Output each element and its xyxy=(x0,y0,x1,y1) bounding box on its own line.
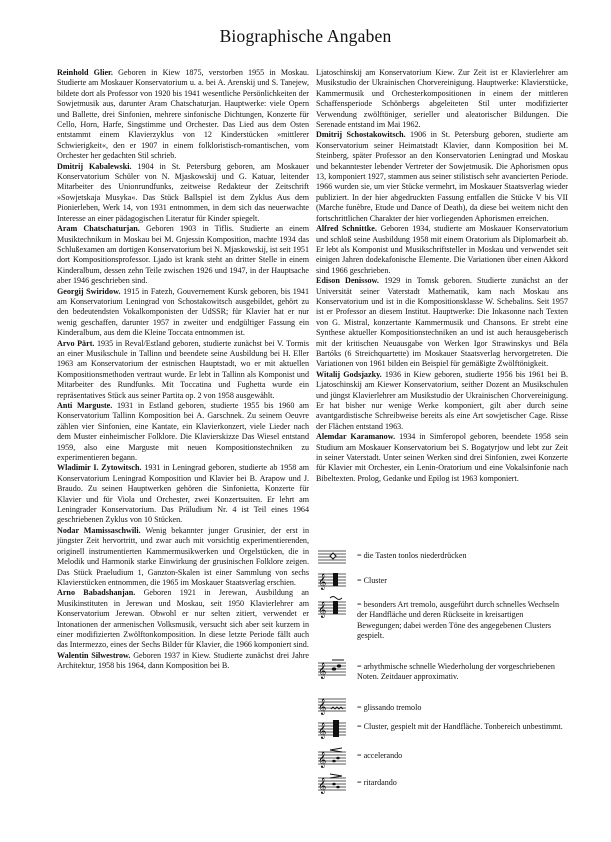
page-title: Biographische Angaben xyxy=(219,26,392,46)
biography-entry xyxy=(57,287,309,339)
svg-text:𝄞: 𝄞 xyxy=(318,752,327,768)
biography-entry xyxy=(316,224,568,276)
biography-text: Geboren in Kiew 1875, verstorben 1955 in Moskau. Studierte am Moskauer Konservatorium u. a. bei A. Arenskij und S. Tanejew, bildete dort als Professor von 1920 bis 1941 wesentliche Persönlichkeiten der Sowjetmusik aus, darunter Aram Chatschaturjan. Hauptwerke: viele Opern und Ballette, drei Sinfonien, mehrere sinfonische Dichtungen, Konzerte für Cello, Horn, Harfe, Singstimme und Orchester. Das Lied aus dem Osten entstammt einem Klavierzyklus von 12 Kinderstücken »mittlerer Schwierigkeit«, den er 1907 in einem folkloristisch-romantischen, vom Orchester her gedachten Stil schrieb. xyxy=(57,68,309,161)
legend-desc-accelerando: = accelerando xyxy=(357,751,403,760)
svg-text:𝄞: 𝄞 xyxy=(318,663,327,679)
biography-entry xyxy=(316,370,568,432)
silent-keys-symbol-icon xyxy=(316,547,348,567)
composer-name: Nodar Mamissaschwili. xyxy=(57,525,141,535)
biography-entry xyxy=(57,224,309,286)
accelerando-symbol-icon xyxy=(316,747,348,769)
biography-text: 1936 in Kiew geboren, studierte 1956 bis 1961 bei B. Ljatoschinskij am Kiewer Konservatorium, seither Dozent an Musikschulen und jüngst Klavierlehrer am Musikstudio der Ukrainischen Chorvereinigung. Er hat bisher nur wenige Werke komponiert, gilt aber durch seine avantgardistische Schreibweise bereits als eine Art sowjetischer Cage. Risse der Flächen entstand 1963. xyxy=(316,369,568,431)
composer-name: Alfred Schnittke. xyxy=(316,224,377,234)
right-column xyxy=(316,68,568,484)
biography-entry xyxy=(57,162,309,224)
biography-entry xyxy=(316,130,568,224)
legend-desc-cluster-palm: = besonders Art tremolo, ausgeführt durch schnelles Wechseln der Handfläche und deren Rückseite in kreisartigen Bewegungen; dabei werden Töne des angegebenen Clusters gespielt. xyxy=(357,600,560,641)
biography-text: 1929 in Tomsk geboren. Studierte zunächst an der Universität seiner Vaterstadt Mathematik, kam nach Moskau ans Konservatorium und ist in die Kompositionsklasse W. Schebalins. Seit 1957 ist er Professor an diesem Institut. Hauptwerke: Die Inkasonne nach Texten von G. Mistral, konzertante Kammermusik und Chansons. Er strebt eine Synthese aktueller Kompositionstechniken an und ist auch herausgeberisch mit der kritischen Neuausgabe von Werken Igor Strawinskys und Béla Bartóks (6 Streichquartette) im Moskauer Staatsverlag hervorgetreten. Die Variationen von 1961 bilden ein Beispiel für gemäßigte Zwölftönigkeit. xyxy=(316,276,568,369)
composer-name: Georgij Swiridow. xyxy=(57,286,121,296)
biography-text: 1931 in Leningrad geboren, studierte ab 1958 am Konservatorium Leningrad Komposition und Klavier bei B. Arapow und J. Braudo. Zu seinen Hauptwerken gehören die Sinfonietta, Konzerte für Klavier und für Viola und Orchester, zwei Konzertsuiten. Er lehrt am Leningrader Konservatorium. Das Präludium Nr. 4 ist Teil eines 1964 geschriebenen Zyklus von 10 Stücken. xyxy=(57,463,309,525)
biography-text: Geboren 1934, studierte am Moskauer Konservatorium und schloß seine Ausbildung 1958 mit einem Oratorium als Diplomarbeit ab. Er lebt als Komponist und Musikschriftsteller in Moskau und verwendet seit einigen Jahren dodekafonische Elemente. Die Variationen über einen Akkord sind 1966 geschrieben. xyxy=(316,224,568,275)
composer-name: Walentin Silwestrow. xyxy=(57,650,131,660)
biography-entry xyxy=(57,526,309,588)
left-column xyxy=(57,68,309,672)
ritardando-symbol-icon xyxy=(316,773,348,795)
legend-desc-cluster: = Cluster xyxy=(357,576,387,585)
legend-desc-ritardando: = ritardando xyxy=(357,778,397,787)
composer-name: Aram Chatschaturjan. xyxy=(57,224,140,234)
composer-name: Witalij Godsjazky. xyxy=(316,369,382,379)
biography-text: Wenig bekannter junger Grusinier, der erst in jüngster Zeit hervortritt, und zwar auch mit vorsichtig experimentierenden, originell instrumentierten Kammermusikwerken und Orgelstücken, die in Melodik und Harmonik starke Einwirkung der grusinischen Folklore zeigen. Das Stück Praeludium 1, Ganzton-Skalen ist einer Sammlung von sechs Klavierstücken entnommen, die 1965 im Moskauer Staatsverlag erschien. xyxy=(57,525,309,587)
composer-name: Anti Marguste. xyxy=(57,401,113,410)
biography-entry xyxy=(316,432,568,484)
composer-name: Edison Denissow. xyxy=(316,276,379,286)
biography-entry xyxy=(57,463,309,525)
biography-text: 1915 in Fatezh, Gouvernement Kursk geboren, bis 1941 am Konservatorium Leningrad von Schostakowitsch ausgebildet, gehört zu den bedeutendsten Vokalkomponisten der UdSSR; für Klavier hat er nur wenig geschaffen, darunter 1957 in zweiter und endgültiger Fassung ein Kinderalbum, aus dem die Kleine Toccata entnommen ist. xyxy=(57,286,309,338)
biography-text: Ljatoschinskij am Konservatorium Kiew. Zur Zeit ist er Klavierlehrer am Musikstudio der Ukrainischen Chorvereinigung. Hauptwerke: Klavierstücke, Kammermusik und Orchesterkompositionen in einem der mittleren Schaffensperiode Schönbergs abgeleiteten Stil unter modifizierter Verwendung zwölftöniger, serieller und aleatorischer Bildungen. Die Serenade entstand im Mai 1962. xyxy=(316,68,568,130)
biography-entry xyxy=(316,68,568,130)
composer-name: Wladimir I. Zytowitsch. xyxy=(57,463,142,473)
biography-entry xyxy=(57,68,309,162)
composer-name: Alemdar Karamanow. xyxy=(316,432,396,442)
biography-text: 1934 in Simferopol geboren, beendete 1958 sein Studium am Moskauer Konservatorium bei S. Bogatyrjow und lebt zur Zeit in seiner Vaterstadt. Unter seinen Werken sind drei Sinfonien, zwei Konzerte für Klavier mit Orchester, ein Lenin-Oratorium und eine Vokalsinfonie nach Bibeltexten. Prolog, Gedanke und Epilog ist 1963 komponiert. xyxy=(316,432,568,483)
biography-text: Geboren 1921 in Jerewan, Ausbildung an Musikinstituten in Jerewan und Moskau, seit 1950 Klavierlehrer am Konservatorium Jerewan. Obwohl er nur selten zitiert, verwendet er Intonationen der armenischen Volksmusik, versucht sich aber seit kurzem in einer modifizierten Zwölftonkomposition. In diese letzte Periode fällt auch das Intermezzo, eines der Sechs Bilder für Klavier, die 1966 komponiert sind. xyxy=(57,588,309,650)
composer-name: Reinhold Glier. xyxy=(57,68,113,77)
cluster-flat-hand-symbol-icon xyxy=(316,716,348,742)
composer-name: Arvo Pärt. xyxy=(57,338,95,348)
biography-entry xyxy=(57,588,309,650)
glissando-tremolo-symbol-icon xyxy=(316,693,348,717)
biography-entry xyxy=(57,651,309,672)
svg-text:𝄞: 𝄞 xyxy=(318,778,327,794)
biography-text: 1935 in Reval/Estland geboren, studierte zunächst bei V. Tormis an einer Musikschule in Tallinn und beendete seine Ausbildung bei H. Eller 1963 am Konservatorium der estnischen Hauptstadt, wo er mit aktuellen Kompositionsmethoden vertraut wurde. Er lebt in Tallinn als Komponist und Mitarbeiter des Rundfunks. Mit Toccatina und Fughetta wurde ein repräsentatives Stück aus seiner Partita op. 2 von 1958 ausgewählt. xyxy=(57,338,309,400)
svg-text:𝄞: 𝄞 xyxy=(318,574,327,590)
composer-name: Dmitrij Schostakowitsch. xyxy=(316,130,406,140)
legend-desc-glissando-tremolo: = glissando tremolo xyxy=(357,703,422,712)
biography-entry xyxy=(57,401,309,463)
arhythmic-repeat-symbol-icon xyxy=(316,657,348,681)
composer-name: Arno Babadshanjan. xyxy=(57,588,136,598)
biography-text: Geboren 1937 in Kiew. Studierte zunächst drei Jahre Architektur, 1958 bis 1964, dann Komposition bei B. xyxy=(57,650,309,671)
biography-entry xyxy=(57,339,309,401)
svg-text:𝄞: 𝄞 xyxy=(318,602,327,618)
svg-text:𝄞: 𝄞 xyxy=(318,699,327,715)
svg-text:𝄞: 𝄞 xyxy=(318,723,327,739)
cluster-palm-symbol-icon xyxy=(316,595,348,623)
composer-name: Dmitrij Kabalewski. xyxy=(57,161,132,171)
cluster-symbol-icon xyxy=(316,569,348,593)
legend-desc-arhythmic-repeat: = arhythmische schnelle Wiederholung der vorgeschriebenen Noten. Zeitdauer approximativ. xyxy=(357,662,555,682)
legend-desc-cluster-flat-hand: = Cluster, gespielt mit der Handfläche. Tonbereich unbestimmt. xyxy=(357,722,563,731)
biography-text: 1904 in St. Petersburg geboren, am Moskauer Konservatorium Schüler von N. Mjaskowskij und G. Katuar, leitender Mitarbeiter des Unionrundfunks, zeitweise Redakteur der Zeitschrift »Sowjetskaja Musyka«. Das Stück Ballspiel ist dem Zyklus Aus dem Pionierleben, Werk 14, von 1931 entnommen, in dem sich das neuerwachte Interesse an einer pädagogischen Literatur für Kinder spiegelt. xyxy=(57,161,310,223)
biography-text: 1906 in St. Petersburg geboren, studierte am Konservatorium seiner Heimatstadt Klavier, dann Komposition bei M. Steinberg, später Professor an den Konservatorien Leningrad und Moskau und bekanntester lebender Vertreter der Sowjetmusik. Die Aphorismen opus 13, komponiert 1927, stammen aus seiner stilistisch sehr avancierten Periode. 1966 wurden sie, um vier Stücke vermehrt, im Moskauer Staatsverlag wieder publiziert. In der hier abgedruckten Fassung entfallen die Stücke V bis VII (Marche funèbre, Etude und Dance of Death), da diese bei weitem nicht den fortschrittlichen Charakter der hier vorliegenden Aphorismen erreichen. xyxy=(316,130,568,223)
legend-desc-silent-keys: = die Tasten tonlos niederdrücken xyxy=(357,551,467,560)
biography-entry xyxy=(316,276,568,370)
biography-text: Geboren 1903 in Tiflis. Studierte an einem Musiktechnikum in Moskau bei M. Gnjessin Komposition, machte 1934 das Schlußexamen am dortigen Konservatorium bei N. Mjaskowskij, ist seit 1951 dort Kompositionsprofessor. Ljado ist krank steht an dritter Stelle in einem Kinderalbum, dessen zehn Teile zwischen 1926 und 1947, in der Hauptsache aber 1946 geschrieben sind. xyxy=(57,224,309,286)
biography-text: 1931 in Estland geboren, studierte 1955 bis 1960 am Konservatorium Tallinn Komposition bei A. Garschnek. Zu seinem Oeuvre zählen vier Sinfonien, eine Kantate, ein Klavierkonzert, viele Lieder nach dem Muster einheimischer Folklore. Die Klavierskizze Das Wiesel entstand 1959, also eine Marguste mit neuen Kompositionstechniken zu experimentieren begann. xyxy=(57,401,309,463)
